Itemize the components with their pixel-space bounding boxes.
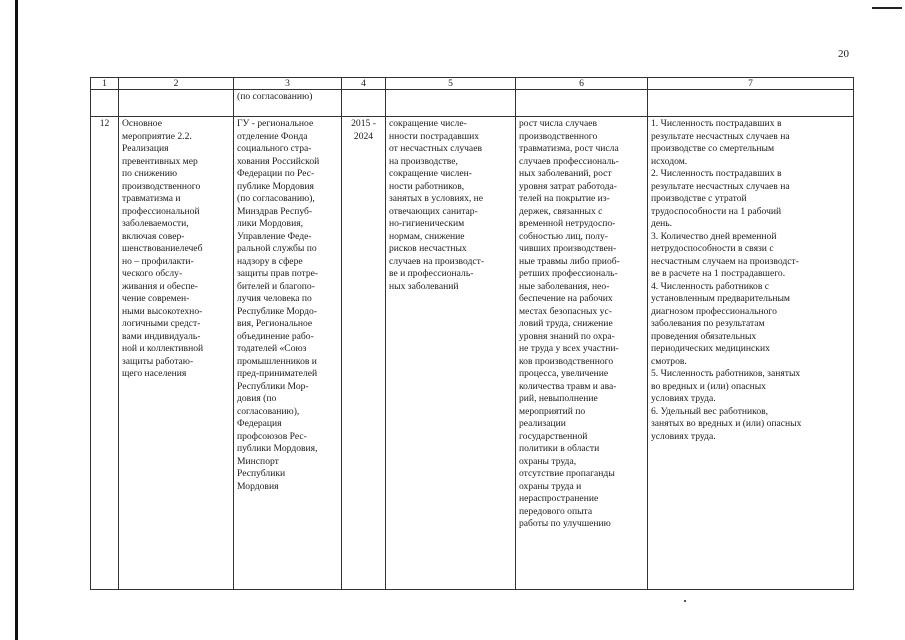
cell-line: бителей и благопо- [237, 280, 315, 292]
cell-line: ве и профессиональ- [389, 268, 474, 279]
cell-line: травматизма, рост числа [519, 143, 619, 154]
cell-line: по снижению [122, 168, 178, 179]
cell-line: сокращение числен- [389, 168, 472, 179]
cell-line: ными высокотехно- [122, 305, 203, 317]
col-num-1: 1 [91, 78, 119, 90]
cell-line: ловий труда, снижение [519, 318, 613, 329]
cell-line: Республике Мордо- [237, 305, 318, 317]
cell-line: ности работников, [389, 180, 465, 192]
cell-line: случаев профессиональ- [519, 155, 619, 167]
cell-line: работы по улучшению [519, 518, 611, 529]
cell-line: защиты работаю- [122, 355, 194, 367]
cell-line: лучия человека по [237, 293, 312, 304]
cell-line: нности пострадавших [389, 130, 480, 142]
cell-line: согласованию), [237, 405, 300, 417]
consequences-cell [516, 117, 648, 590]
cell-line: занятых во вредных и (или) опасных [651, 418, 802, 429]
scan-dot [684, 600, 686, 602]
cell-line: травматизма и [122, 193, 181, 204]
cell-line: ретших профессиональ- [519, 268, 618, 279]
cell-line: публике Мордовия [237, 180, 314, 192]
cell-line: щего населения [122, 368, 187, 379]
cell-line: чивших производствен- [519, 243, 617, 254]
cell-line: логичными средст- [122, 318, 201, 329]
cell-line: сокращение числе- [389, 118, 467, 129]
cell-line: публики Мордовия, [237, 443, 318, 454]
indicators-cell [648, 117, 854, 590]
cell-line: объединение рабо- [237, 330, 314, 342]
row-number: 12 [91, 117, 119, 590]
cell-line: рий, невыполнение [519, 393, 598, 404]
cell-line: занятых в условиях, не [389, 193, 484, 204]
cell-line: мероприятие 2.2. [122, 130, 192, 142]
cell-line: Мордовия [237, 480, 279, 492]
cell-line: заболеваемости, [122, 218, 189, 229]
cell-line: 2024 [353, 130, 374, 142]
cell-line: беспечение на рабочих [519, 293, 613, 304]
cell-line: превентивных мер [122, 155, 198, 167]
activity-cell [119, 117, 234, 590]
program-table [90, 77, 854, 590]
cell-line: количества травм и ава- [519, 380, 617, 392]
cell-line: Республики [237, 468, 286, 479]
cell-line: ГУ - региональное [237, 118, 314, 129]
cell-line: отвечающих санитар- [389, 205, 478, 217]
cell-line: несчастным случаем на производст- [651, 255, 799, 267]
cell-line: охраны труда и [519, 480, 582, 492]
cell-line: промышленников и [237, 355, 317, 367]
cell-line: шенствованиелечеб [122, 243, 203, 254]
cell-line: ные травмы либо приоб- [519, 255, 620, 267]
col-num-3: 3 [234, 78, 342, 90]
cell-line: заболевания по результатам [651, 318, 765, 329]
cell-line: уровня затрат работода- [519, 180, 617, 192]
cell-line: Минспорт [237, 455, 279, 467]
period-cell [342, 117, 386, 590]
col-num-7: 7 [648, 78, 854, 90]
cell-line: нетрудоспособности в связи с [651, 243, 774, 254]
cell-line: условиях труда. [651, 430, 716, 442]
cell-line: производственного [519, 130, 598, 142]
cell-line: рисков несчастных [389, 243, 467, 254]
cell-line: довия (по [237, 393, 277, 404]
cell-line: Федерации по Рес- [237, 168, 315, 179]
cell-line: во вредных и (или) опасных [651, 380, 766, 392]
cell-line: охраны труда, [519, 455, 577, 467]
cell-line: 3. Количество дней временной [651, 230, 777, 242]
col-num-5: 5 [386, 78, 516, 90]
cell-line: передового опыта [519, 505, 593, 517]
cell-line: Федерация [237, 418, 282, 429]
cell-line: держек, связанных с [519, 205, 603, 217]
cell-line: производстве с утратой [651, 193, 747, 204]
cell-line: включая совер- [122, 230, 185, 242]
cell-line: Минздрав Респуб- [237, 205, 313, 217]
cell-line: 2015 - [351, 118, 376, 129]
cell-line: отделение Фонда [237, 130, 308, 142]
cell-line: условиях труда. [651, 393, 716, 404]
cell-line: надзору в сфере [237, 255, 303, 267]
cell-line: установленным предварительным [651, 293, 790, 304]
executors-cell [234, 117, 342, 590]
page-number: 20 [838, 48, 849, 60]
cell-line: но-гигиеническим [389, 218, 465, 229]
cell-line: периодических медицинских [651, 343, 770, 354]
result-cell [386, 117, 516, 590]
table-row [91, 117, 854, 590]
cell-line: проведения обязательных [651, 330, 757, 342]
col-num-4: 4 [342, 78, 386, 90]
cell-line: профсоюзов Рес- [237, 430, 307, 442]
cell-line: случаев на производст- [389, 255, 485, 267]
cell-line: отсутствие пропаганды [519, 468, 615, 479]
cell-line: исходом. [651, 155, 688, 167]
cell-line: телей на покрытие из- [519, 193, 610, 204]
cell-line: от несчастных случаев [389, 143, 482, 154]
cell-line: государственной [519, 430, 588, 442]
cell-line: ных заболеваний, рост [519, 168, 612, 179]
cell-line: но – профилакти- [122, 255, 194, 267]
cell-line: пред-принимателей [237, 368, 318, 379]
left-scan-edge [15, 0, 18, 640]
cell-line: производстве со смертельным [651, 143, 775, 154]
cell-line: диагнозом профессионального [651, 305, 777, 317]
cell-line: 4. Численность работников с [651, 280, 770, 292]
cell-line: 6. Удельный вес работников, [651, 405, 769, 417]
cell-line: 1. Численность пострадавших в [651, 118, 782, 129]
cell-line: мероприятий по [519, 405, 586, 417]
cell-line: производственного [122, 180, 201, 192]
cell-line: Республики Мор- [237, 380, 309, 392]
cell-line: уровня знаний по охра- [519, 330, 615, 342]
cell-line: тодателей «Союз [237, 343, 307, 354]
cell-line: нормам, снижение [389, 230, 465, 242]
column-number-row [91, 78, 854, 90]
cell-line: Реализация [122, 143, 169, 154]
cell-line: рост числа случаев [519, 118, 598, 129]
cell-line: реализации [519, 418, 566, 429]
top-scan-mark [872, 7, 902, 9]
cell-line: ные заболевания, нео- [519, 280, 610, 292]
col-num-2: 2 [119, 78, 234, 90]
cell-line: нераспространение [519, 493, 599, 504]
cell-line: лики Мордовия, [237, 218, 304, 229]
cell-line: результате несчастных случаев на [651, 130, 790, 142]
cell-line: 2. Численность пострадавших в [651, 168, 782, 179]
cell-line: ческого обслу- [122, 268, 183, 279]
cell-line: результате несчастных случаев на [651, 180, 790, 192]
cell-line: политики в области [519, 443, 600, 454]
cell-line: чение современ- [122, 293, 190, 304]
cell-line: процесса, увеличение [519, 368, 609, 379]
cell-line: Основное [122, 118, 162, 129]
cell-line: смотров. [651, 355, 687, 367]
cell-line: собностью лиц, полу- [519, 230, 608, 242]
cell-line: живания и обеспе- [122, 280, 198, 292]
continuation-note: (по согласованию) [234, 90, 342, 117]
cell-line: 5. Численность работников, занятых [651, 368, 801, 379]
cell-line: вами индивидуаль- [122, 330, 201, 342]
cell-line: хования Российской [237, 155, 320, 167]
cell-line: на производстве, [389, 155, 458, 167]
cell-line: защиты прав потре- [237, 268, 319, 279]
cell-line: трудоспособности на 1 рабочий [651, 205, 782, 217]
cell-line: ве в расчете на 1 пострадавшего. [651, 268, 786, 279]
cell-line: ных заболеваний [389, 280, 459, 292]
cell-line: не труда у всех участни- [519, 343, 619, 354]
cell-line: Управление Феде- [237, 230, 312, 242]
cell-line: (по согласованию), [237, 193, 315, 204]
cell-line: ков производственного [519, 355, 614, 367]
cell-line: ральной службы по [237, 243, 317, 254]
cell-line: местах безопасных ус- [519, 305, 612, 317]
cell-line: вия, Региональное [237, 318, 313, 329]
cell-line: ной и коллективной [122, 343, 204, 354]
cell-line: день. [651, 218, 673, 229]
col-num-6: 6 [516, 78, 648, 90]
cell-line: временной нетрудоспо- [519, 218, 616, 229]
continuation-row [91, 90, 854, 117]
cell-line: профессиональной [122, 205, 200, 217]
cell-line: социального стра- [237, 143, 312, 154]
